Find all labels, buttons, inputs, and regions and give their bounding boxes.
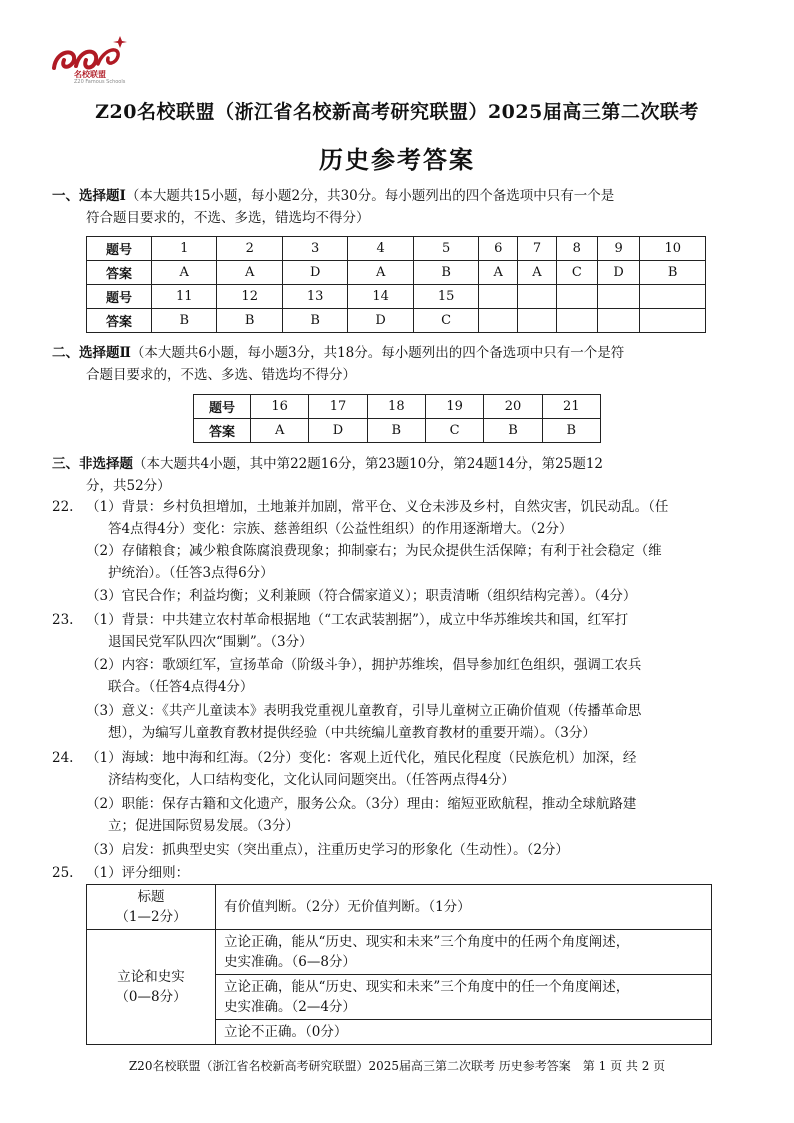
- section3-heading: 三、非选择题: [52, 456, 133, 472]
- table-cell: [518, 285, 557, 309]
- text-line: 立；促进国际贸易发展。（3分）: [108, 817, 299, 834]
- table-cell: [479, 309, 518, 333]
- table-cell: 1: [152, 237, 217, 261]
- table-row: [87, 309, 706, 333]
- page-footer: Z20名校联盟（浙江省名校新高考研究联盟）2025届高三第二次联考 历史参考答案 第 1 页 共 2 页: [128, 1059, 666, 1073]
- rubric-label-title: [87, 885, 216, 930]
- q22-part1: [86, 497, 748, 540]
- table-cell: D: [348, 309, 413, 333]
- table-row: [87, 237, 706, 261]
- q24-part1: [86, 748, 748, 791]
- table-cell: [597, 285, 640, 309]
- table-row: [87, 285, 706, 309]
- q24-part3: [86, 840, 748, 862]
- text-line: 立论正确，能从“历史、现实和未来”三个角度中的任一个角度阐述，: [224, 979, 630, 995]
- table-cell: [556, 285, 597, 309]
- section2-desc-line1: （本大题共6小题，每小题3分，共18分。每小题列出的四个备选项中只有一个是符: [130, 345, 625, 361]
- table-cell: 17: [309, 395, 367, 419]
- text-line: 联合。（任答4点得4分）: [108, 678, 254, 695]
- table-cell: 2: [217, 237, 282, 261]
- text-line: 史实准确。（2—4分）: [224, 999, 356, 1015]
- table-cell: B: [484, 419, 542, 443]
- section2-description: [52, 342, 752, 386]
- table-row: [194, 419, 601, 443]
- text-line: （2）存储粮食；减少粮食陈腐浪费现象；抑制豪右；为民众提供生活保障；有利于社会稳定（维: [86, 543, 662, 559]
- table-cell: 20: [484, 395, 542, 419]
- section1-heading: 一、选择题Ⅰ: [52, 188, 126, 204]
- rubric-label-argument: [87, 930, 216, 1045]
- text-line: 史实准确。（6—8分）: [224, 954, 356, 970]
- text-line: 立论正确，能从“历史、现实和未来”三个角度中的任两个角度阐述，: [224, 934, 630, 950]
- table-cell: 8: [556, 237, 597, 261]
- page-title: Z20名校联盟（浙江省名校新高考研究联盟）2025届高三第二次联考: [95, 101, 699, 123]
- q25-rubric-table: [86, 884, 712, 1045]
- table-label: 题号: [194, 395, 251, 419]
- q23-part1: [86, 610, 748, 653]
- section2-answer-table: [193, 394, 601, 443]
- logo-name: 名校联盟: [74, 70, 106, 79]
- table-cell: B: [282, 309, 347, 333]
- section1-desc-line1: （本大题共15小题，每小题2分，共30分。每小题列出的四个备选项中只有一个是: [125, 188, 615, 204]
- table-cell: C: [425, 419, 483, 443]
- text-line: （1）背景：中共建立农村革命根据地（“工农武装割据”），成立中华苏维埃共和国，红军打: [86, 612, 629, 628]
- rubric-text-argument-c: 立论不正确。（0分）: [216, 1020, 712, 1045]
- table-cell: [556, 309, 597, 333]
- page-subtitle: 历史参考答案: [319, 145, 475, 174]
- table-label: 答案: [194, 419, 251, 443]
- text-line: 立论和史实: [117, 969, 185, 985]
- table-cell: B: [413, 261, 478, 285]
- table-cell: 16: [251, 395, 309, 419]
- q22-number: 22.: [52, 499, 74, 515]
- rubric-text-title: 有价值判断。（2分）无价值判断。（1分）: [216, 885, 712, 930]
- rubric-text-argument-b: [216, 975, 712, 1020]
- table-cell: 4: [348, 237, 413, 261]
- table-cell: 5: [413, 237, 478, 261]
- table-cell: A: [348, 261, 413, 285]
- table-cell: C: [556, 261, 597, 285]
- q23-number: 23.: [52, 612, 74, 628]
- table-label: 题号: [87, 285, 152, 309]
- table-cell: D: [597, 261, 640, 285]
- q25-number: 25.: [52, 865, 74, 881]
- table-label: 答案: [87, 309, 152, 333]
- table-cell: 10: [640, 237, 706, 261]
- table-cell: D: [282, 261, 347, 285]
- table-cell: B: [640, 261, 706, 285]
- table-cell: A: [518, 261, 557, 285]
- q22-part2: [86, 541, 748, 584]
- q24-number: 24.: [52, 750, 74, 766]
- table-cell: A: [479, 261, 518, 285]
- table-row: [87, 261, 706, 285]
- table-cell: [640, 309, 706, 333]
- text-line: （1）背景：乡村负担增加，土地兼并加剧，常平仓、义仓未涉及乡村，自然灾害，饥民动乱。（任: [86, 499, 669, 515]
- text-line: 标题: [137, 889, 165, 905]
- table-cell: 11: [152, 285, 217, 309]
- table-cell: 12: [217, 285, 282, 309]
- text-line: 济结构变化，人口结构变化，文化认同问题突出。（任答两点得4分）: [108, 771, 515, 788]
- q24-part2: [86, 794, 748, 837]
- table-cell: [640, 285, 706, 309]
- rubric-text-argument-a: [216, 930, 712, 975]
- q25-part1: [86, 863, 748, 885]
- section3-desc-line1: （本大题共4小题，其中第22题16分，第23题10分，第24题14分，第25题12: [133, 456, 604, 472]
- text-line: （3）意义：《共产儿童读本》表明我党重视儿童教育，引导儿童树立正确价值观（传播革命思: [86, 703, 642, 719]
- table-cell: B: [367, 419, 425, 443]
- table-row: [87, 930, 712, 975]
- q22-part3: [86, 586, 748, 608]
- table-row: [87, 885, 712, 930]
- text-line: 想），为编写儿童教育教材提供经验（中共统编儿童教育教材的重要开端）。（3分）: [108, 724, 596, 741]
- table-cell: 19: [425, 395, 483, 419]
- section3-description: [52, 453, 752, 497]
- table-label: 答案: [87, 261, 152, 285]
- table-cell: C: [413, 309, 478, 333]
- table-cell: 9: [597, 237, 640, 261]
- table-cell: [518, 309, 557, 333]
- table-cell: A: [251, 419, 309, 443]
- section1-description: [52, 185, 752, 229]
- table-cell: A: [152, 261, 217, 285]
- table-cell: 3: [282, 237, 347, 261]
- table-cell: 14: [348, 285, 413, 309]
- table-cell: 7: [518, 237, 557, 261]
- table-cell: D: [309, 419, 367, 443]
- text-line: （1）评分细则：: [86, 865, 190, 881]
- section3-desc-line2: 分，共52分）: [86, 478, 171, 494]
- q23-part2: [86, 655, 748, 698]
- text-line: （2）内容：歌颂红军，宣扬革命（阶级斗争），拥护苏维埃，倡导参加红色组织，强调工农兵: [86, 657, 642, 673]
- text-line: 答4点得4分）变化：宗族、慈善组织（公益性组织）的作用逐渐增大。（2分）: [108, 520, 573, 537]
- table-cell: [597, 309, 640, 333]
- text-line: 退国民党军队四次“围剿”。（3分）: [108, 633, 313, 650]
- text-line: （3）官民合作；利益均衡；义利兼顾（符合儒家道义）；职责清晰（组织结构完善）。（4分）: [86, 588, 637, 604]
- table-cell: 15: [413, 285, 478, 309]
- table-cell: 6: [479, 237, 518, 261]
- table-cell: B: [217, 309, 282, 333]
- logo-subtitle: Z20 Famous Schools: [74, 79, 126, 85]
- table-cell: 13: [282, 285, 347, 309]
- text-line: （1—2分）: [115, 909, 187, 925]
- table-cell: B: [152, 309, 217, 333]
- text-line: （0—8分）: [115, 989, 187, 1005]
- table-label: 题号: [87, 237, 152, 261]
- table-cell: [479, 285, 518, 309]
- q23-part3: [86, 701, 748, 744]
- section2-heading: 二、选择题Ⅱ: [52, 345, 131, 361]
- table-cell: 21: [542, 395, 600, 419]
- text-line: （1）海域：地中海和红海。（2分）变化：客观上近代化，殖民化程度（民族危机）加深，经: [86, 750, 637, 766]
- text-line: （2）职能：保存古籍和文化遗产，服务公众。（3分）理由：缩短亚欧航程，推动全球航路建: [86, 796, 637, 812]
- table-row: [194, 395, 601, 419]
- text-line: （3）启发：抓典型史实（突出重点），注重历史学习的形象化（生动性）。（2分）: [86, 842, 569, 858]
- section2-desc-line2: 合题目要求的，不选、多选、错选均不得分）: [86, 367, 356, 383]
- section1-answer-table: [86, 236, 706, 333]
- section1-desc-line2: 符合题目要求的，不选、多选，错选均不得分）: [86, 210, 370, 226]
- table-cell: A: [217, 261, 282, 285]
- table-cell: B: [542, 419, 600, 443]
- table-cell: 18: [367, 395, 425, 419]
- text-line: 护统治）。（任答3点得6分）: [108, 564, 274, 581]
